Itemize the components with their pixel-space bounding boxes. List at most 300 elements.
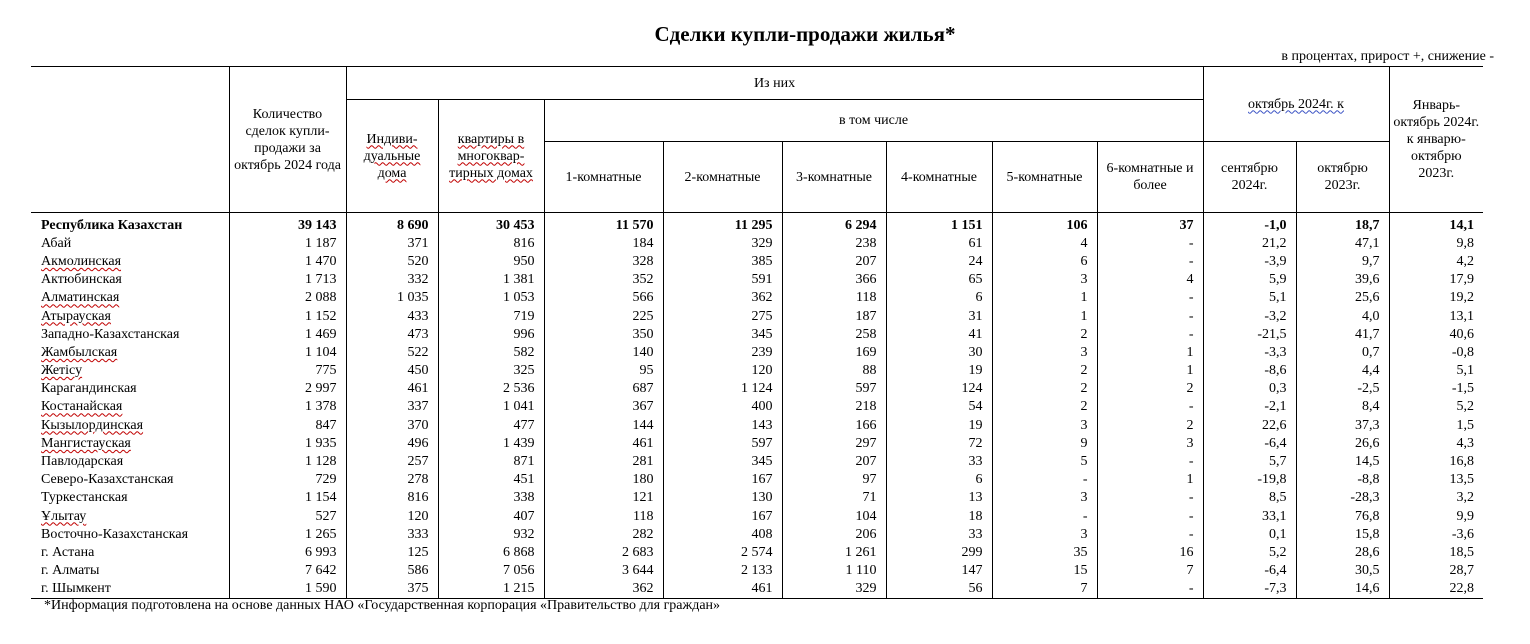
cell-r5: 5 [992,452,1097,470]
cell-houses: 370 [346,416,438,434]
cell-sep: -3,3 [1203,343,1296,361]
cell-ytd: 17,9 [1389,271,1483,289]
cell-oct: 37,3 [1296,416,1389,434]
cell-r4: 18 [886,507,992,525]
cell-r6: 1 [1097,343,1203,361]
individual-houses-text: Индиви-дуальные дома [363,131,421,181]
cell-region: Карагандинская [31,380,229,398]
cell-ytd: -1,5 [1389,380,1483,398]
jan-oct-header: Январь-октябрь 2024г. к январю-октябрю 2023г. [1389,67,1483,213]
cell-ytd: 9,9 [1389,507,1483,525]
cell-houses: 371 [346,234,438,252]
cell-r3: 187 [782,307,886,325]
cell-r2: 345 [663,452,782,470]
cell-oct: 4,0 [1296,307,1389,325]
cell-sep: -19,8 [1203,471,1296,489]
cell-ytd: 19,2 [1389,289,1483,307]
cell-oct: 30,5 [1296,562,1389,580]
cell-r1: 350 [544,325,663,343]
cell-apartments: 2 536 [438,380,544,398]
units-note: в процентах, прирост +, снижение - [1281,49,1494,64]
cell-ytd: -0,8 [1389,343,1483,361]
cell-oct: 25,6 [1296,289,1389,307]
cell-r6: - [1097,252,1203,270]
cell-r5: - [992,471,1097,489]
cell-houses: 257 [346,452,438,470]
cell-apartments: 719 [438,307,544,325]
table-row [31,398,1483,416]
cell-houses: 8 690 [346,213,438,235]
table-row [31,380,1483,398]
individual-houses-header [346,100,438,213]
cell-apartments: 451 [438,471,544,489]
cell-sep: 33,1 [1203,507,1296,525]
cell-r1: 328 [544,252,663,270]
cell-r5: 6 [992,252,1097,270]
cell-apartments: 477 [438,416,544,434]
region-header [31,67,229,213]
cell-r4: 147 [886,562,992,580]
cell-r6: - [1097,398,1203,416]
cell-r5: 2 [992,398,1097,416]
apartments-header [438,100,544,213]
cell-region: Восточно-Казахстанская [31,525,229,543]
cell-r5: 2 [992,325,1097,343]
cell-r3: 329 [782,580,886,599]
cell-region: г. Астана [31,543,229,561]
cell-r6: 3 [1097,434,1203,452]
cell-oct: 14,5 [1296,452,1389,470]
cell-apartments: 6 868 [438,543,544,561]
cell-houses: 125 [346,543,438,561]
room3-header: 3-комнатные [782,142,886,213]
cell-oct: 4,4 [1296,362,1389,380]
cell-r1: 2 683 [544,543,663,561]
cell-r3: 104 [782,507,886,525]
cell-r4: 54 [886,398,992,416]
cell-houses: 278 [346,471,438,489]
cell-r2: 130 [663,489,782,507]
region-name: Костанайская [41,399,123,415]
cell-r3: 166 [782,416,886,434]
cell-r6: 4 [1097,271,1203,289]
cell-apartments: 871 [438,452,544,470]
cell-sep: -21,5 [1203,325,1296,343]
cell-total: 1 187 [229,234,346,252]
cell-r6: 2 [1097,416,1203,434]
cell-r6: - [1097,507,1203,525]
october-to-text: октябрь 2024г. к [1248,96,1344,112]
cell-ytd: 9,8 [1389,234,1483,252]
cell-region: Республика Казахстан [31,213,229,235]
cell-r5: 3 [992,271,1097,289]
cell-region: Северо-Казахстанская [31,471,229,489]
table-row [31,271,1483,289]
cell-houses: 337 [346,398,438,416]
cell-r6: - [1097,307,1203,325]
cell-sep: -6,4 [1203,562,1296,580]
cell-r3: 1 110 [782,562,886,580]
cell-sep: 8,5 [1203,489,1296,507]
cell-ytd: 16,8 [1389,452,1483,470]
cell-r1: 3 644 [544,562,663,580]
cell-sep: -8,6 [1203,362,1296,380]
cell-ytd: -3,6 [1389,525,1483,543]
cell-r3: 1 261 [782,543,886,561]
cell-r4: 19 [886,362,992,380]
cell-r3: 597 [782,380,886,398]
cell-r2: 408 [663,525,782,543]
cell-oct: 39,6 [1296,271,1389,289]
region-name: Акмолинская [41,253,122,269]
cell-sep: 22,6 [1203,416,1296,434]
cell-r5: 15 [992,562,1097,580]
cell-r5: 4 [992,234,1097,252]
cell-r3: 258 [782,325,886,343]
cell-total: 1 128 [229,452,346,470]
region-name: Мангистауская [41,435,131,451]
cell-sep: -6,4 [1203,434,1296,452]
table-row [31,543,1483,561]
table-row [31,307,1483,325]
cell-r3: 118 [782,289,886,307]
table-row [31,525,1483,543]
cell-r1: 11 570 [544,213,663,235]
cell-total: 775 [229,362,346,380]
cell-region: Павлодарская [31,452,229,470]
of-which-header: Из них [346,67,1203,100]
table-row [31,562,1483,580]
cell-r4: 1 151 [886,213,992,235]
table-body [31,213,1483,599]
cell-r3: 207 [782,452,886,470]
cell-r1: 118 [544,507,663,525]
cell-total: 729 [229,471,346,489]
cell-r3: 97 [782,471,886,489]
cell-total: 1 154 [229,489,346,507]
table-row [31,343,1483,361]
cell-oct: 28,6 [1296,543,1389,561]
cell-ytd: 4,3 [1389,434,1483,452]
cell-r2: 597 [663,434,782,452]
cell-r4: 61 [886,234,992,252]
cell-ytd: 5,2 [1389,398,1483,416]
cell-r6: - [1097,489,1203,507]
cell-sep: 5,2 [1203,543,1296,561]
cell-r2: 400 [663,398,782,416]
cell-r3: 206 [782,525,886,543]
cell-total: 1 590 [229,580,346,599]
table-row [31,507,1483,525]
cell-r4: 41 [886,325,992,343]
cell-r2: 329 [663,234,782,252]
cell-r4: 6 [886,289,992,307]
table-row [31,234,1483,252]
cell-r4: 299 [886,543,992,561]
cell-r2: 143 [663,416,782,434]
cell-r1: 225 [544,307,663,325]
table-row [31,471,1483,489]
cell-r6: - [1097,325,1203,343]
cell-r5: 3 [992,525,1097,543]
cell-r4: 30 [886,343,992,361]
cell-r4: 6 [886,471,992,489]
cell-r3: 238 [782,234,886,252]
cell-apartments: 1 439 [438,434,544,452]
cell-sep: -3,9 [1203,252,1296,270]
table-row [31,325,1483,343]
cell-r6: - [1097,289,1203,307]
cell-r2: 239 [663,343,782,361]
cell-houses: 816 [346,489,438,507]
to-sep-header: сентябрю 2024г. [1203,142,1296,213]
cell-r1: 352 [544,271,663,289]
cell-r5: 35 [992,543,1097,561]
cell-total: 1 265 [229,525,346,543]
cell-r1: 362 [544,580,663,599]
cell-r2: 1 124 [663,380,782,398]
table-row [31,362,1483,380]
cell-r5: 3 [992,343,1097,361]
cell-r1: 282 [544,525,663,543]
cell-r5: 1 [992,307,1097,325]
cell-r2: 167 [663,471,782,489]
room4-header: 4-комнатные [886,142,992,213]
table-row [31,416,1483,434]
room2-header: 2-комнатные [663,142,782,213]
cell-houses: 120 [346,507,438,525]
cell-apartments: 338 [438,489,544,507]
cell-apartments: 1 053 [438,289,544,307]
cell-sep: 5,7 [1203,452,1296,470]
region-name: Кызылординская [41,417,144,433]
cell-ytd: 3,2 [1389,489,1483,507]
cell-r5: - [992,507,1097,525]
cell-region [31,307,229,325]
cell-region: Западно-Казахстанская [31,325,229,343]
cell-r1: 140 [544,343,663,361]
cell-r6: 37 [1097,213,1203,235]
cell-region: Абай [31,234,229,252]
cell-r2: 275 [663,307,782,325]
cell-r1: 121 [544,489,663,507]
cell-r4: 24 [886,252,992,270]
cell-r1: 184 [544,234,663,252]
cell-r3: 88 [782,362,886,380]
cell-r5: 7 [992,580,1097,599]
cell-region [31,343,229,361]
cell-r5: 106 [992,213,1097,235]
cell-total: 1 713 [229,271,346,289]
cell-total: 7 642 [229,562,346,580]
cell-r4: 33 [886,452,992,470]
cell-houses: 473 [346,325,438,343]
cell-total: 1 104 [229,343,346,361]
cell-r1: 281 [544,452,663,470]
cell-oct: -8,8 [1296,471,1389,489]
cell-r1: 367 [544,398,663,416]
cell-ytd: 22,8 [1389,580,1483,599]
page-title: Сделки купли-продажи жилья* [654,22,956,46]
cell-r2: 120 [663,362,782,380]
region-name: Жетісу [41,363,83,379]
cell-r1: 95 [544,362,663,380]
cell-oct: 14,6 [1296,580,1389,599]
cell-apartments: 325 [438,362,544,380]
cell-r2: 11 295 [663,213,782,235]
cell-r3: 207 [782,252,886,270]
cell-total: 39 143 [229,213,346,235]
cell-region [31,362,229,380]
cell-r5: 1 [992,289,1097,307]
including-header: в том числе [544,100,1203,142]
total-deals-header: Количество сделок купли-продажи за октябрь 2024 года [229,67,346,213]
cell-r3: 218 [782,398,886,416]
cell-r3: 297 [782,434,886,452]
cell-r6: - [1097,580,1203,599]
cell-r3: 71 [782,489,886,507]
to-oct-header: октябрю 2023г. [1296,142,1389,213]
cell-sep: 0,1 [1203,525,1296,543]
cell-r6: 1 [1097,362,1203,380]
cell-region [31,252,229,270]
cell-region: г. Алматы [31,562,229,580]
cell-oct: -2,5 [1296,380,1389,398]
cell-r5: 2 [992,362,1097,380]
cell-apartments: 950 [438,252,544,270]
cell-region [31,434,229,452]
cell-oct: 26,6 [1296,434,1389,452]
room5-header: 5-комнатные [992,142,1097,213]
cell-r5: 3 [992,489,1097,507]
cell-r3: 366 [782,271,886,289]
cell-r5: 3 [992,416,1097,434]
cell-r3: 6 294 [782,213,886,235]
table-row [31,252,1483,270]
cell-houses: 332 [346,271,438,289]
cell-houses: 333 [346,525,438,543]
cell-ytd: 5,1 [1389,362,1483,380]
cell-r5: 9 [992,434,1097,452]
housing-deals-table [31,66,1483,599]
cell-apartments: 7 056 [438,562,544,580]
cell-sep: 0,3 [1203,380,1296,398]
cell-houses: 450 [346,362,438,380]
cell-r4: 19 [886,416,992,434]
cell-total: 1 935 [229,434,346,452]
cell-r6: 16 [1097,543,1203,561]
cell-total: 2 997 [229,380,346,398]
cell-r6: - [1097,452,1203,470]
cell-sep: -7,3 [1203,580,1296,599]
cell-r2: 385 [663,252,782,270]
cell-apartments: 582 [438,343,544,361]
cell-r4: 56 [886,580,992,599]
cell-r4: 124 [886,380,992,398]
cell-r4: 13 [886,489,992,507]
cell-houses: 522 [346,343,438,361]
cell-sep: 5,1 [1203,289,1296,307]
cell-total: 2 088 [229,289,346,307]
cell-apartments: 407 [438,507,544,525]
cell-oct: -28,3 [1296,489,1389,507]
cell-apartments: 30 453 [438,213,544,235]
cell-r6: 2 [1097,380,1203,398]
cell-r6: - [1097,234,1203,252]
region-name: Жамбылская [41,344,118,360]
cell-sep: -1,0 [1203,213,1296,235]
cell-oct: 0,7 [1296,343,1389,361]
cell-apartments: 816 [438,234,544,252]
cell-houses: 520 [346,252,438,270]
cell-r4: 31 [886,307,992,325]
region-name: Атырауская [41,308,111,324]
cell-houses: 461 [346,380,438,398]
cell-houses: 375 [346,580,438,599]
cell-r6: 7 [1097,562,1203,580]
cell-region [31,507,229,525]
cell-apartments: 996 [438,325,544,343]
footnote: *Информация подготовлена на основе данных НАО «Государственная корпорация «Правительство для граждан» [44,598,721,613]
cell-region [31,398,229,416]
cell-sep: 21,2 [1203,234,1296,252]
cell-r2: 345 [663,325,782,343]
cell-r2: 167 [663,507,782,525]
cell-r4: 33 [886,525,992,543]
cell-r2: 2 133 [663,562,782,580]
cell-region: г. Шымкент [31,580,229,599]
cell-oct: 47,1 [1296,234,1389,252]
cell-ytd: 28,7 [1389,562,1483,580]
cell-region [31,289,229,307]
table-row [31,452,1483,470]
cell-total: 1 378 [229,398,346,416]
region-name: Ұлытау [41,508,87,524]
cell-r2: 461 [663,580,782,599]
cell-oct: 9,7 [1296,252,1389,270]
cell-r1: 144 [544,416,663,434]
cell-total: 847 [229,416,346,434]
region-name: Алматинская [41,290,120,306]
cell-region [31,416,229,434]
cell-apartments: 1 215 [438,580,544,599]
cell-ytd: 14,1 [1389,213,1483,235]
room1-header: 1-комнатные [544,142,663,213]
table-row [31,489,1483,507]
cell-region: Актюбинская [31,271,229,289]
cell-r2: 591 [663,271,782,289]
room6-header: 6-комнатные и более [1097,142,1203,213]
cell-total: 1 152 [229,307,346,325]
cell-ytd: 40,6 [1389,325,1483,343]
cell-ytd: 13,1 [1389,307,1483,325]
cell-r5: 2 [992,380,1097,398]
cell-ytd: 13,5 [1389,471,1483,489]
cell-r1: 180 [544,471,663,489]
cell-r6: 1 [1097,471,1203,489]
cell-r3: 169 [782,343,886,361]
cell-r4: 72 [886,434,992,452]
total-row [31,213,1483,235]
table-row [31,434,1483,452]
cell-r1: 461 [544,434,663,452]
cell-ytd: 18,5 [1389,543,1483,561]
table-row [31,289,1483,307]
cell-r4: 65 [886,271,992,289]
cell-ytd: 1,5 [1389,416,1483,434]
cell-oct: 8,4 [1296,398,1389,416]
cell-r1: 566 [544,289,663,307]
